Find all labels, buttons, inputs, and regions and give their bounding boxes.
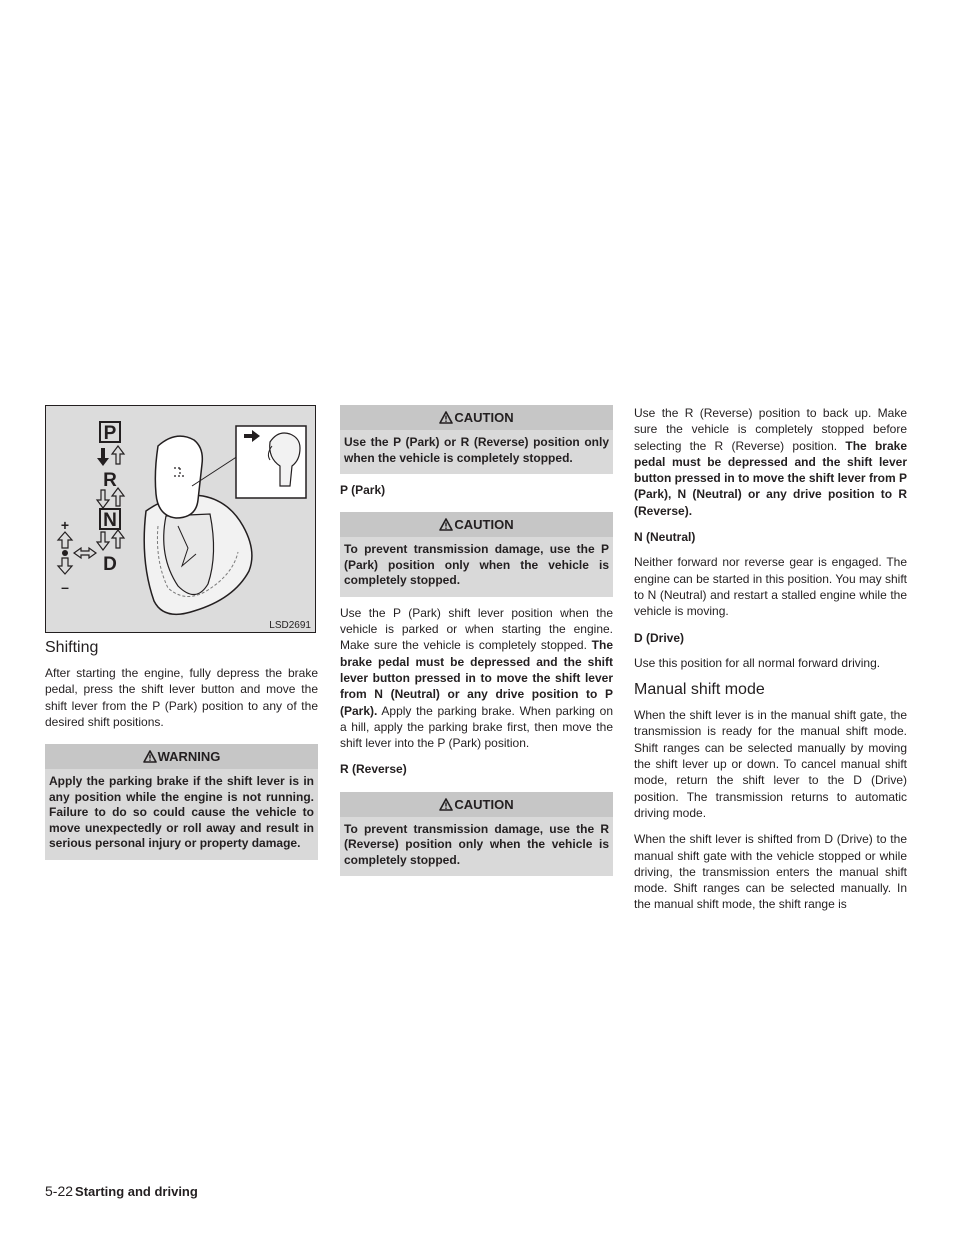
caution-title-3: CAUTION: [454, 796, 514, 812]
label-r: R: [103, 470, 117, 491]
warning-title: WARNING: [157, 749, 221, 765]
shift-lever-illustration: [46, 406, 317, 634]
label-d: D: [103, 554, 117, 575]
park-text-2: Apply the parking brake. When parking on a hill, apply the parking brake first, then move the shift lever into the P (Park) position.: [340, 703, 613, 751]
caution-title-2: CAUTION: [454, 517, 514, 533]
reverse-text-1: Use the R (Reverse) position to back up. Make sure the vehicle is completely stopped before selecting the R (Reverse) position.: [634, 406, 907, 453]
warning-box: [45, 744, 318, 860]
label-minus: –: [61, 579, 69, 595]
label-p: P: [103, 423, 117, 444]
manual-text-2: When the shift lever is shifted from D (Drive) to the manual shift gate with the vehicle stopped or while driving, the transmission enters the manual shift mode. Shift ranges can be selected manually. In the manual shift mode, the shift range is: [634, 832, 907, 912]
park-text-1: Use the P (Park) shift lever position when the vehicle is parked or when starting the engine. Make sure the vehicle is completely stopped.: [340, 605, 613, 653]
heading-shifting: Shifting: [45, 639, 99, 656]
caution-box-1: [340, 405, 613, 474]
figure-code: LSD2691: [269, 620, 311, 631]
reverse-text: [634, 405, 907, 519]
caution-text-3: To prevent transmission damage, use the R (Reverse) position only when the vehicle is completely stopped.: [344, 821, 609, 867]
warning-triangle-icon: [143, 750, 157, 763]
warning-text: Apply the parking brake if the shift lever is in any position while the engine is not running. Failure to do so could cause the vehicle to move unexpectedly or roll away and result in serious personal injury or property damage.: [49, 774, 314, 851]
caution-box-2: [340, 512, 613, 597]
heading-manual-shift-mode: Manual shift mode: [634, 681, 765, 699]
chapter-title: Starting and driving: [75, 1184, 198, 1199]
caution-text-1: Use the P (Park) or R (Reverse) position only when the vehicle is completely stopped.: [344, 435, 609, 465]
label-n: N: [103, 510, 117, 531]
park-text-bold: The brake pedal must be depressed and the shift lever button pressed in to move the shift lever from N (Neutral) or any drive position to P (Park).: [340, 638, 613, 718]
caution-title-1: CAUTION: [454, 410, 514, 425]
neutral-text: Neither forward nor reverse gear is engaged. The engine can be started in this position. You may shift to N (Neutral) and restart a stalled engine while the vehicle is moving.: [634, 555, 907, 619]
caution-header-3: [340, 792, 613, 817]
manual-text-1: When the shift lever is in the manual shift gate, the transmission is ready for the manual shift mode. Shift ranges can be selected manually by moving the shift lever up or down. To cancel manual shift mode, return the shift lever to the D (Drive) position. The transmission returns to automatic driving mode.: [634, 708, 907, 820]
caution-header-2: [340, 512, 613, 537]
park-text: [340, 605, 613, 752]
heading-drive: D (Drive): [634, 630, 685, 645]
label-plus: +: [60, 517, 70, 533]
heading-park: P (Park): [340, 483, 386, 497]
caution-triangle-icon: [439, 798, 453, 811]
page-number: 5-22: [45, 1183, 74, 1199]
shift-lever-figure: [45, 405, 316, 633]
drive-text: Use this position for all normal forward driving.: [634, 655, 881, 670]
caution-box-3: [340, 792, 613, 877]
caution-triangle-icon: [439, 518, 453, 531]
warning-header: [45, 744, 318, 769]
caution-header-1: [340, 405, 613, 430]
shifting-intro: After starting the engine, fully depress the brake pedal, press the shift lever button and move the shift lever from the P (Park) position to any of the desired shift positions.: [45, 666, 318, 729]
page-footer: [45, 1183, 198, 1199]
caution-text-2: To prevent transmission damage, use the P (Park) position only when the vehicle is completely stopped.: [344, 542, 609, 588]
heading-reverse: R (Reverse): [340, 762, 407, 777]
reverse-text-bold: The brake pedal must be depressed and the shift lever button pressed in to move the shift lever from P (Park), N (Neutral) or any drive position to R (Reverse).: [634, 438, 907, 518]
column-2: [340, 405, 613, 884]
heading-neutral: N (Neutral): [634, 530, 696, 545]
column-3: [634, 405, 907, 923]
caution-triangle-icon: [439, 411, 453, 424]
column-1: [45, 405, 318, 868]
